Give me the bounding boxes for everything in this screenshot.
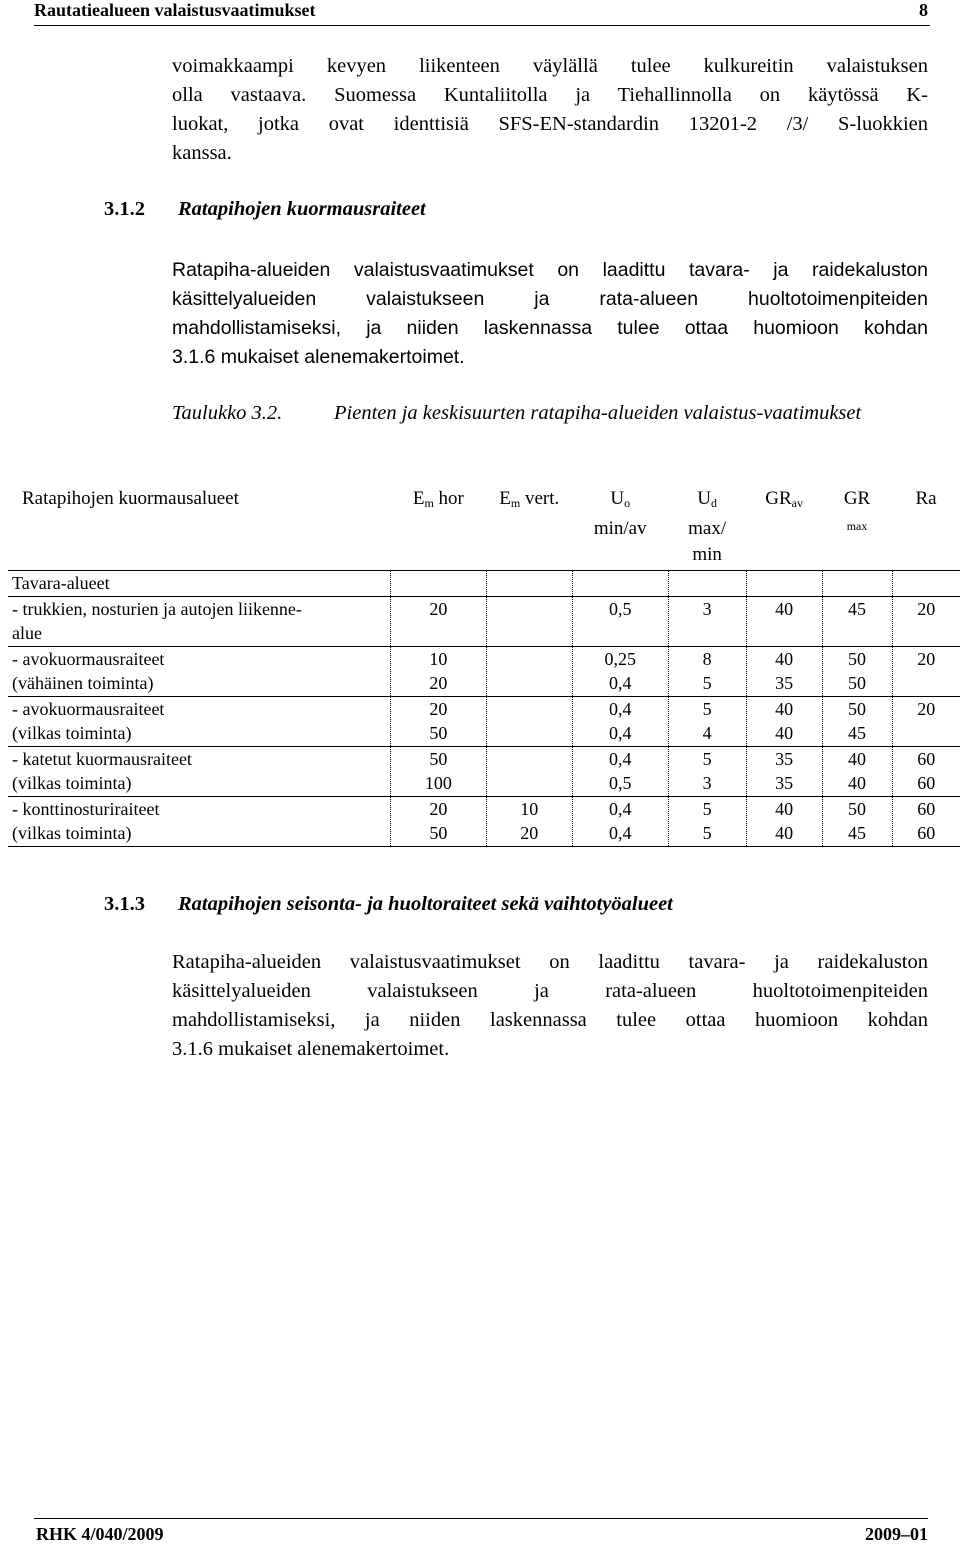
cell-value: 40 xyxy=(848,748,867,769)
cell-value: 45 xyxy=(848,823,867,843)
cell-value: 50 xyxy=(848,798,867,819)
cell-value: 50 xyxy=(848,648,867,669)
cell-value: 40 xyxy=(775,798,794,819)
section-title: Ratapihojen kuormausraiteet xyxy=(178,198,426,220)
group-title: Tavara-alueet xyxy=(8,571,390,597)
header-grav: $GR_{av}$ xyxy=(765,488,803,510)
cell-hor xyxy=(390,696,486,746)
cell-vert xyxy=(486,596,572,646)
table-header-row xyxy=(8,482,960,571)
text-line: 3.1.6 mukaiset alenemakertoimet. xyxy=(172,346,465,368)
cell-uo xyxy=(572,646,668,696)
footer-rule xyxy=(34,1518,928,1519)
cell-ud xyxy=(668,696,746,746)
text-line: 3.1.6 mukaiset alenemakertoimet. xyxy=(172,1038,450,1060)
header-ud: $U_d$ max/ min xyxy=(688,488,727,565)
cell-value: 40 xyxy=(775,723,794,743)
page-footer xyxy=(34,1518,928,1548)
cell-value: 45 xyxy=(848,723,867,743)
header-ra: Ra xyxy=(915,488,937,509)
text-line: luokat, jotka ovat identtisiä SFS-EN-standardin 13201-2 /3/ S-luokkien xyxy=(172,113,928,135)
cell-vert xyxy=(486,646,572,696)
cell-value: 10 xyxy=(520,798,539,819)
text-line: käsittelyalueiden valaistukseen ja rata-alueen huoltotoimenpiteiden xyxy=(172,288,928,310)
cell-grmax xyxy=(822,746,892,796)
description-line: (vähäinen toiminta) xyxy=(12,673,154,693)
section-paragraph xyxy=(172,256,928,372)
header-uo: $U_o$ min/av xyxy=(593,488,647,539)
cell-value: 40 xyxy=(775,648,794,669)
cell-value: 3 xyxy=(702,773,712,793)
cell-value: 5 xyxy=(702,823,712,843)
text-line: voimakkaampi kevyen liikenteen väylällä tulee kulkureitin valaistuksen xyxy=(172,55,928,77)
cell-value: 0,25 xyxy=(604,648,636,669)
cell-value: 5 xyxy=(702,748,712,769)
cell-value: 0,4 xyxy=(608,823,632,843)
caption-text: Pienten ja keskisuurten ratapiha-alueiden valaistus-vaatimukset xyxy=(334,402,862,424)
cell-grmax xyxy=(822,696,892,746)
section-heading-312 xyxy=(104,198,426,221)
cell-value: 5 xyxy=(702,798,712,819)
section-number: 3.1.3 xyxy=(104,893,145,915)
cell-grav xyxy=(746,696,822,746)
page-header xyxy=(34,0,930,26)
cell-value: 50 xyxy=(429,823,448,843)
cell-grmax xyxy=(822,796,892,846)
cell-value: 20 xyxy=(429,673,448,693)
description-line: - katetut kuormausraiteet xyxy=(12,748,192,769)
cell-value xyxy=(487,721,572,746)
cell-value: 35 xyxy=(775,673,794,693)
cell-value: 60 xyxy=(917,773,936,793)
cell-value: 50 xyxy=(429,723,448,743)
header-em-hor: $E_m$ hor xyxy=(412,488,464,510)
text-line: kanssa. xyxy=(172,142,232,164)
cell-ra xyxy=(892,796,960,846)
cell-value xyxy=(487,771,572,796)
cell-value: 0,4 xyxy=(608,698,632,719)
cell-value: 60 xyxy=(917,823,936,843)
cell-value: 60 xyxy=(917,748,936,769)
cell-uo xyxy=(572,796,668,846)
cell-value: 0,4 xyxy=(608,723,632,743)
cell-ud xyxy=(668,796,746,846)
row-description xyxy=(8,696,390,746)
description-line: - trukkien, nosturien ja autojen liikenne- xyxy=(12,598,302,619)
section-heading-313 xyxy=(104,893,673,916)
cell-value: 20 xyxy=(429,798,448,819)
cell-value: 60 xyxy=(917,798,936,819)
caption-label: Taulukko 3.2. xyxy=(172,402,283,424)
header-rule xyxy=(34,25,930,26)
text-line: Ratapiha-alueiden valaistusvaatimukset on laadittu tavara- ja raidekaluston xyxy=(172,951,928,973)
cell-value: 0,4 xyxy=(608,673,632,693)
description-line: - avokuormausraiteet xyxy=(12,648,165,669)
table-row xyxy=(8,696,960,746)
table-row xyxy=(8,596,960,646)
table-row xyxy=(8,796,960,846)
cell-value xyxy=(893,721,960,746)
cell-value: 0,4 xyxy=(608,798,632,819)
cell-value: 40 xyxy=(848,773,867,793)
cell-value xyxy=(487,697,572,722)
cell-grmax xyxy=(822,646,892,696)
cell-value: 100 xyxy=(424,773,452,793)
cell-value: 20 xyxy=(520,823,539,843)
cell-value: 4 xyxy=(702,723,712,743)
header-grmax: GR max xyxy=(843,488,871,533)
text-line: mahdollistamiseksi, ja niiden laskennassa tulee ottaa huomioon kohdan xyxy=(172,317,928,339)
cell-grav xyxy=(746,746,822,796)
cell-value: 5 xyxy=(702,673,712,693)
cell-grav xyxy=(746,596,822,646)
cell-value: 20 xyxy=(917,598,936,619)
cell-value: 35 xyxy=(775,773,794,793)
cell-value: 3 xyxy=(702,598,712,619)
description-line: - avokuormausraiteet xyxy=(12,698,165,719)
section-title: Ratapihojen seisonta- ja huoltoraiteet sekä vaihtotyöalueet xyxy=(178,893,673,915)
table-row xyxy=(8,646,960,696)
cell-value: 35 xyxy=(775,748,794,769)
cell-value xyxy=(487,597,572,622)
cell-vert xyxy=(486,696,572,746)
cell-vert xyxy=(486,796,572,846)
cell-uo xyxy=(572,696,668,746)
cell-ra xyxy=(892,596,960,646)
text-line: mahdollistamiseksi, ja niiden laskennassa tulee ottaa huomioon kohdan xyxy=(172,1009,928,1031)
cell-vert xyxy=(486,746,572,796)
text-line: Ratapiha-alueiden valaistusvaatimukset on laadittu tavara- ja raidekaluston xyxy=(172,259,928,281)
intro-paragraph xyxy=(172,52,928,168)
cell-grav xyxy=(746,646,822,696)
cell-value: 20 xyxy=(917,648,936,669)
cell-value: 20 xyxy=(429,698,448,719)
page-number: 8 xyxy=(919,0,928,20)
cell-hor xyxy=(390,646,486,696)
section-paragraph xyxy=(172,948,928,1064)
cell-value xyxy=(487,647,572,672)
table-row xyxy=(8,746,960,796)
cell-value: 5 xyxy=(702,698,712,719)
cell-ud xyxy=(668,646,746,696)
description-line: - konttinosturiraiteet xyxy=(12,798,160,819)
header-em-vert: $E_m$ vert. xyxy=(499,488,560,510)
cell-value: 0,5 xyxy=(608,598,632,619)
text-line: olla vastaava. Suomessa Kuntaliitolla ja Tiehallinnolla on käytössä K- xyxy=(172,84,928,106)
cell-ud xyxy=(668,596,746,646)
cell-value: 45 xyxy=(848,598,867,619)
cell-uo xyxy=(572,596,668,646)
cell-value: 50 xyxy=(848,698,867,719)
cell-value: 8 xyxy=(702,648,712,669)
description-line: (vilkas toiminta) xyxy=(12,723,132,743)
cell-value: 40 xyxy=(775,823,794,843)
cell-value: 50 xyxy=(429,748,448,769)
cell-value xyxy=(893,671,960,696)
description-line: (vilkas toiminta) xyxy=(12,773,132,793)
cell-value xyxy=(487,671,572,696)
row-description xyxy=(8,796,390,846)
cell-ud xyxy=(668,746,746,796)
cell-value: 10 xyxy=(429,648,448,669)
cell-grmax xyxy=(822,596,892,646)
cell-value: 40 xyxy=(775,698,794,719)
cell-value: 20 xyxy=(429,598,448,619)
cell-ra xyxy=(892,746,960,796)
cell-value: 20 xyxy=(917,698,936,719)
footer-date: 2009–01 xyxy=(865,1524,928,1544)
cell-value: 50 xyxy=(848,673,867,693)
description-line: (vilkas toiminta) xyxy=(12,823,132,843)
row-description xyxy=(8,746,390,796)
cell-ra xyxy=(892,696,960,746)
header-title: Rautatiealueen valaistusvaatimukset xyxy=(34,0,316,20)
footer-doc-id: RHK 4/040/2009 xyxy=(36,1524,164,1544)
text-line: käsittelyalueiden valaistukseen ja rata-alueen huoltotoimenpiteiden xyxy=(172,980,928,1002)
row-description xyxy=(8,596,390,646)
requirements-table xyxy=(8,482,960,847)
cell-uo xyxy=(572,746,668,796)
row-description xyxy=(8,646,390,696)
cell-value: 40 xyxy=(775,598,794,619)
cell-hor xyxy=(390,746,486,796)
header-area: Ratapihojen kuormausalueet xyxy=(22,488,239,509)
cell-value: 0,4 xyxy=(608,748,632,769)
cell-hor xyxy=(390,596,486,646)
cell-value xyxy=(487,747,572,772)
section-number: 3.1.2 xyxy=(104,198,145,220)
cell-grav xyxy=(746,796,822,846)
description-line: alue xyxy=(12,623,42,643)
group-row xyxy=(8,571,960,597)
cell-hor xyxy=(390,796,486,846)
cell-ra xyxy=(892,646,960,696)
cell-value: 0,5 xyxy=(608,773,632,793)
